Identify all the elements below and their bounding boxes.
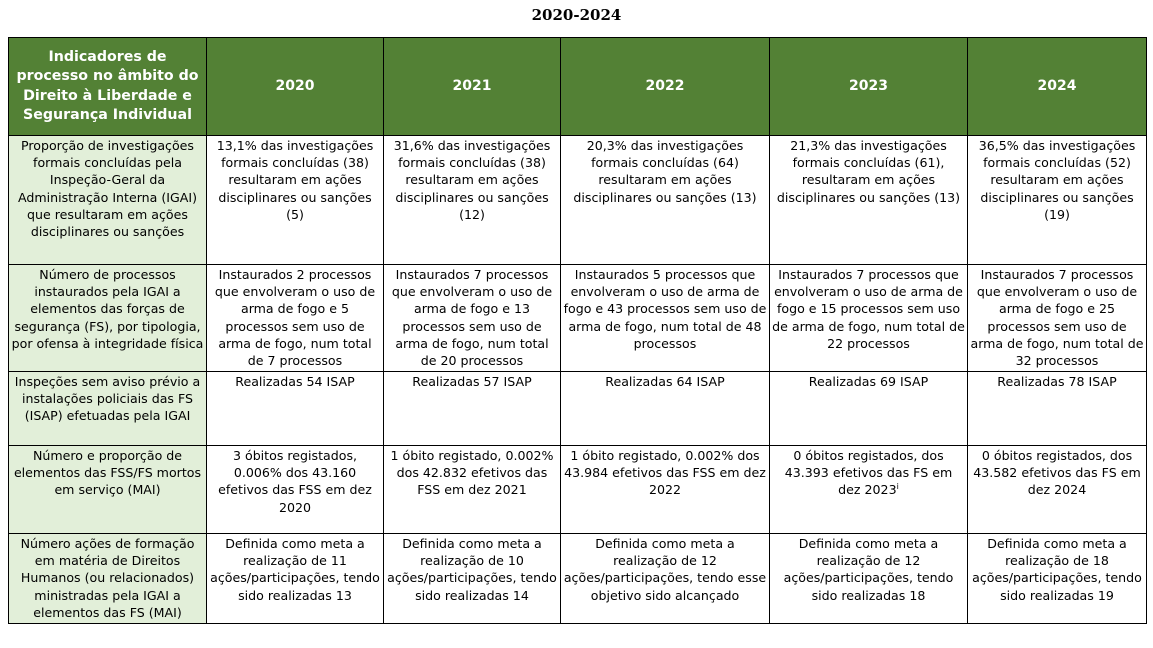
value-cell-2021: Definida como meta a realização de 10 ações/participações, tendo sido realizadas 14 <box>384 534 561 624</box>
value-cell-2024: Definida como meta a realização de 18 ações/participações, tendo sido realizadas 19 <box>968 534 1147 624</box>
value-cell-2022: Realizadas 64 ISAP <box>561 372 770 446</box>
value-cell-2020: Definida como meta a realização de 11 ações/participações, tendo sido realizadas 13 <box>207 534 384 624</box>
value-cell-2024: 0 óbitos registados, dos 43.582 efetivos das FS em dez 2024 <box>968 446 1147 534</box>
indicator-cell: Número ações de formação em matéria de Direitos Humanos (ou relacionados) ministradas pela IGAI a elementos das FS (MAI) <box>9 534 207 624</box>
indicators-table <box>8 37 1147 624</box>
value-cell-2022: 1 óbito registado, 0.002% dos 43.984 efetivos das FSS em dez 2022 <box>561 446 770 534</box>
page-title: 2020-2024 <box>531 6 622 24</box>
value-cell-2023: Definida como meta a realização de 12 ações/participações, tendo sido realizadas 18 <box>770 534 968 624</box>
indicator-cell: Número e proporção de elementos das FSS/FS mortos em serviço (MAI) <box>9 446 207 534</box>
value-text: 0 óbitos registados, dos 43.393 efetivos das FS em dez 2023 <box>784 448 953 498</box>
table-header-row <box>9 38 1147 136</box>
year-header-2021: 2021 <box>384 38 561 136</box>
year-header-2022: 2022 <box>561 38 770 136</box>
table-row <box>9 136 1147 265</box>
footnote-marker: i <box>896 482 899 492</box>
table-row <box>9 534 1147 624</box>
value-cell-2022: Definida como meta a realização de 12 ações/participações, tendo esse objetivo sido alcançado <box>561 534 770 624</box>
value-cell-2021: 31,6% das investigações formais concluídas (38) resultaram em ações disciplinares ou sanções (12) <box>384 136 561 265</box>
value-cell-2024: Instaurados 7 processos que envolveram o uso de arma de fogo e 25 processos sem uso de arma de fogo, num total de 32 processos <box>968 265 1147 372</box>
value-cell-2021: 1 óbito registado, 0.002% dos 42.832 efetivos das FSS em dez 2021 <box>384 446 561 534</box>
value-cell-2023 <box>770 446 968 534</box>
value-cell-2020: 3 óbitos registados, 0.006% dos 43.160 efetivos das FSS em dez 2020 <box>207 446 384 534</box>
table-row <box>9 446 1147 534</box>
value-cell-2022: Instaurados 5 processos que envolveram o uso de arma de fogo e 43 processos sem uso de arma de fogo, num total de 48 processos <box>561 265 770 372</box>
table-row <box>9 372 1147 446</box>
value-cell-2023: Instaurados 7 processos que envolveram o uso de arma de fogo e 15 processos sem uso de arma de fogo, num total de 22 processos <box>770 265 968 372</box>
value-cell-2021: Realizadas 57 ISAP <box>384 372 561 446</box>
value-cell-2021: Instaurados 7 processos que envolveram o uso de arma de fogo e 13 processos sem uso de arma de fogo, num total de 20 processos <box>384 265 561 372</box>
indicator-cell: Inspeções sem aviso prévio a instalações policiais das FS (ISAP) efetuadas pela IGAI <box>9 372 207 446</box>
value-cell-2023: Realizadas 69 ISAP <box>770 372 968 446</box>
value-cell-2022: 20,3% das investigações formais concluídas (64) resultaram em ações disciplinares ou sanções (13) <box>561 136 770 265</box>
value-cell-2024: 36,5% das investigações formais concluídas (52) resultaram em ações disciplinares ou sanções (19) <box>968 136 1147 265</box>
indicator-cell: Número de processos instaurados pela IGAI a elementos das forças de segurança (FS), por tipologia, por ofensa à integridade física <box>9 265 207 372</box>
value-cell-2024: Realizadas 78 ISAP <box>968 372 1147 446</box>
table-row <box>9 265 1147 372</box>
year-header-2020: 2020 <box>207 38 384 136</box>
value-cell-2020: Realizadas 54 ISAP <box>207 372 384 446</box>
value-cell-2020: 13,1% das investigações formais concluídas (38) resultaram em ações disciplinares ou sanções (5) <box>207 136 384 265</box>
year-header-2024: 2024 <box>968 38 1147 136</box>
indicator-cell: Proporção de investigações formais concluídas pela Inspeção-Geral da Administração Interna (IGAI) que resultaram em ações disciplinares ou sanções <box>9 136 207 265</box>
value-cell-2020: Instaurados 2 processos que envolveram o uso de arma de fogo e 5 processos sem uso de arma de fogo, num total de 7 processos <box>207 265 384 372</box>
indicator-column-header: Indicadores de processo no âmbito do Direito à Liberdade e Segurança Individual <box>9 38 207 136</box>
year-header-2023: 2023 <box>770 38 968 136</box>
value-cell-2023: 21,3% das investigações formais concluídas (61), resultaram em ações disciplinares ou sanções (13) <box>770 136 968 265</box>
